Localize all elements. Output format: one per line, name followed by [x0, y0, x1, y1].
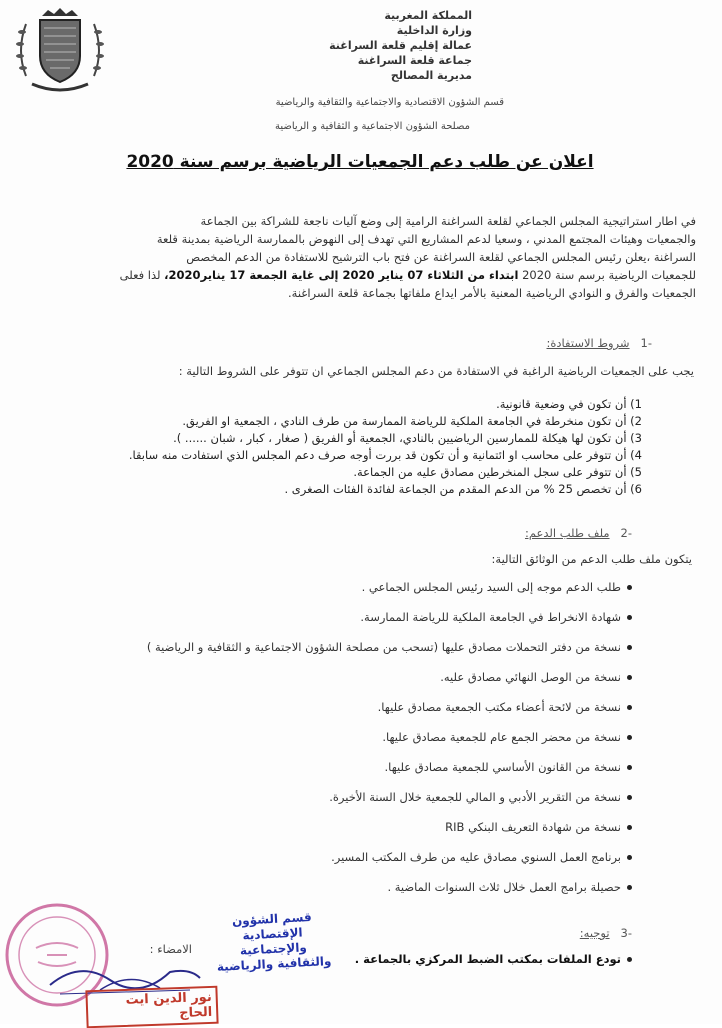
- document-item: نسخة من القانون الأساسي للجمعية مصادق عليها.: [72, 760, 632, 790]
- intro-line: السراغنة ،يعلن رئيس المجلس الجماعي لقلعة السراغنة عن فتح باب الترشيح للاستفادة من الدعم المخصص: [186, 250, 696, 264]
- bullet-icon: [627, 735, 632, 740]
- intro-paragraph: [56, 212, 696, 302]
- section3-title: توجيه:: [579, 926, 610, 940]
- section3-number: -3: [620, 926, 632, 940]
- header-line: عمالة إقليم قلعة السراغنة: [329, 39, 472, 52]
- bullet-icon: [627, 957, 632, 962]
- bullet-icon: [627, 765, 632, 770]
- signature-name: نور الدين ايت الحاج: [85, 986, 218, 1028]
- document-item: نسخة من شهادة التعريف البنكي RIB: [72, 820, 632, 850]
- intro-line: [56, 266, 696, 284]
- condition-item: 1) أن تكون في وضعية قانونية.: [496, 397, 642, 411]
- signature-label: الامضاء :: [149, 942, 192, 956]
- header-line: جماعة قلعة السراغنة: [357, 54, 472, 67]
- bullet-icon: [627, 645, 632, 650]
- section1-number: -1: [640, 336, 652, 350]
- documents-list: [72, 580, 632, 910]
- condition-item: 4) أن تتوفر على محاسب او ائتمانية و أن تكون قد بررت أوجه صرف دعم المجلس الذي استفادت منه سابقا.: [128, 448, 642, 462]
- document-item: طلب الدعم موجه إلى السيد رئيس المجلس الجماعي .: [72, 580, 632, 610]
- bullet-icon: [627, 585, 632, 590]
- document-item: حصيلة برامج العمل خلال ثلاث السنوات الماضية .: [72, 880, 632, 910]
- section2-heading: [392, 526, 632, 540]
- header-service: مصلحة الشؤون الاجتماعية و الثقافية و الرياضية: [275, 121, 470, 132]
- intro-date-range: ابتداء من الثلاثاء 07 يناير 2020 إلى غاية الجمعة 17 يناير2020،: [164, 268, 519, 282]
- moroccan-emblem-icon: [12, 6, 108, 98]
- bullet-icon: [627, 675, 632, 680]
- condition-item: 6) أن تخصص 25 % من الدعم المقدم من الجماعة لفائدة الفئات الصغرى .: [284, 482, 642, 496]
- section2-intro: يتكون ملف طلب الدعم من الوثائق التالية:: [491, 552, 692, 566]
- bullet-icon: [627, 885, 632, 890]
- page-title: اعلان عن طلب دعم الجمعيات الرياضية برسم سنة 2020: [126, 152, 594, 172]
- section1-intro: يجب على الجمعيات الرياضية الراغبة في الاستفادة من دعم المجلس الجماعي ان تتوفر على الشروط التالية :: [178, 364, 694, 378]
- document-item: نسخة من التقرير الأدبي و المالي للجمعية خلال السنة الأخيرة.: [72, 790, 632, 820]
- department-stamp-line: قسم الشؤون: [231, 909, 312, 929]
- header-line: مديرية المصالح: [390, 69, 472, 82]
- header-line: المملكة المغربية: [384, 9, 472, 22]
- section3-item: تودع الملفات بمكتب الضبط المركزي بالجماعة .: [292, 952, 632, 966]
- document-item: نسخة من لائحة أعضاء مكتب الجمعية مصادق عليها.: [72, 700, 632, 730]
- header-block: [272, 8, 472, 83]
- bullet-icon: [627, 705, 632, 710]
- bullet-icon: [627, 825, 632, 830]
- document-item: برنامج العمل السنوي مصادق عليه من طرف المكتب المسير.: [72, 850, 632, 880]
- document-item: نسخة من محضر الجمع عام للجمعية مصادق عليها.: [72, 730, 632, 760]
- bullet-icon: [627, 855, 632, 860]
- header-department: قسم الشؤون الاقتصادية والاجتماعية والثقافية والرياضية: [275, 97, 504, 108]
- conditions-list: [42, 396, 642, 498]
- condition-item: 5) أن تتوفر على سجل المنخرطين مصادق عليه من الجماعة.: [353, 465, 642, 479]
- intro-line4-end: لذا فعلى: [119, 268, 161, 282]
- condition-item: 2) أن تكون منخرطة في الجامعة الملكية للرياضة الممارسة من طرف النادي ، الجمعية او الفريق.: [182, 414, 642, 428]
- intro-line: والجمعيات وهيئات المجتمع المدني ، وسعيا لدعم المشاريع التي تهدف إلى النهوض بالممارسة الرياضية بمدينة قلعة: [156, 232, 696, 246]
- section3-heading: [472, 926, 632, 940]
- intro-line: في اطار استراتيجية المجلس الجماعي لقلعة السراغنة الرامية إلى وضع آليات ناجعة للشراكة بين الجماعة: [200, 214, 696, 228]
- intro-line4-start: للجمعيات الرياضية برسم سنة 2020: [522, 268, 696, 282]
- department-stamp: [207, 909, 340, 976]
- bullet-icon: [627, 615, 632, 620]
- section1-title: شروط الاستفادة:: [546, 336, 630, 350]
- condition-item: 3) أن تكون لها هيكلة للممارسين الرياضيين بالنادي، الجمعية أو الفريق ( صغار ، كبار ، شبان ...... ).: [173, 431, 642, 445]
- section1-heading: [412, 336, 652, 350]
- section2-number: -2: [620, 526, 632, 540]
- document-item: شهادة الانخراط في الجامعة الملكية للرياضة الممارسة.: [72, 610, 632, 640]
- header-line: وزارة الداخلية: [396, 24, 472, 37]
- document-item: نسخة من دفتر التحملات مصادق عليها (تسحب من مصلحة الشؤون الاجتماعية و الثقافية و الرياضية ): [72, 640, 632, 670]
- document-item: نسخة من الوصل النهائي مصادق عليه.: [72, 670, 632, 700]
- intro-line: الجمعيات والفرق و النوادي الرياضية المعنية بالأمر ايداع ملفاتها بجماعة قلعة السراغنة.: [288, 286, 696, 300]
- bullet-icon: [627, 795, 632, 800]
- section2-title: ملف طلب الدعم:: [524, 526, 610, 540]
- department-stamp-line: والثقافية والرياضية: [216, 953, 332, 974]
- department-stamp-line: الإقتصادية والإجتماعية: [239, 925, 308, 958]
